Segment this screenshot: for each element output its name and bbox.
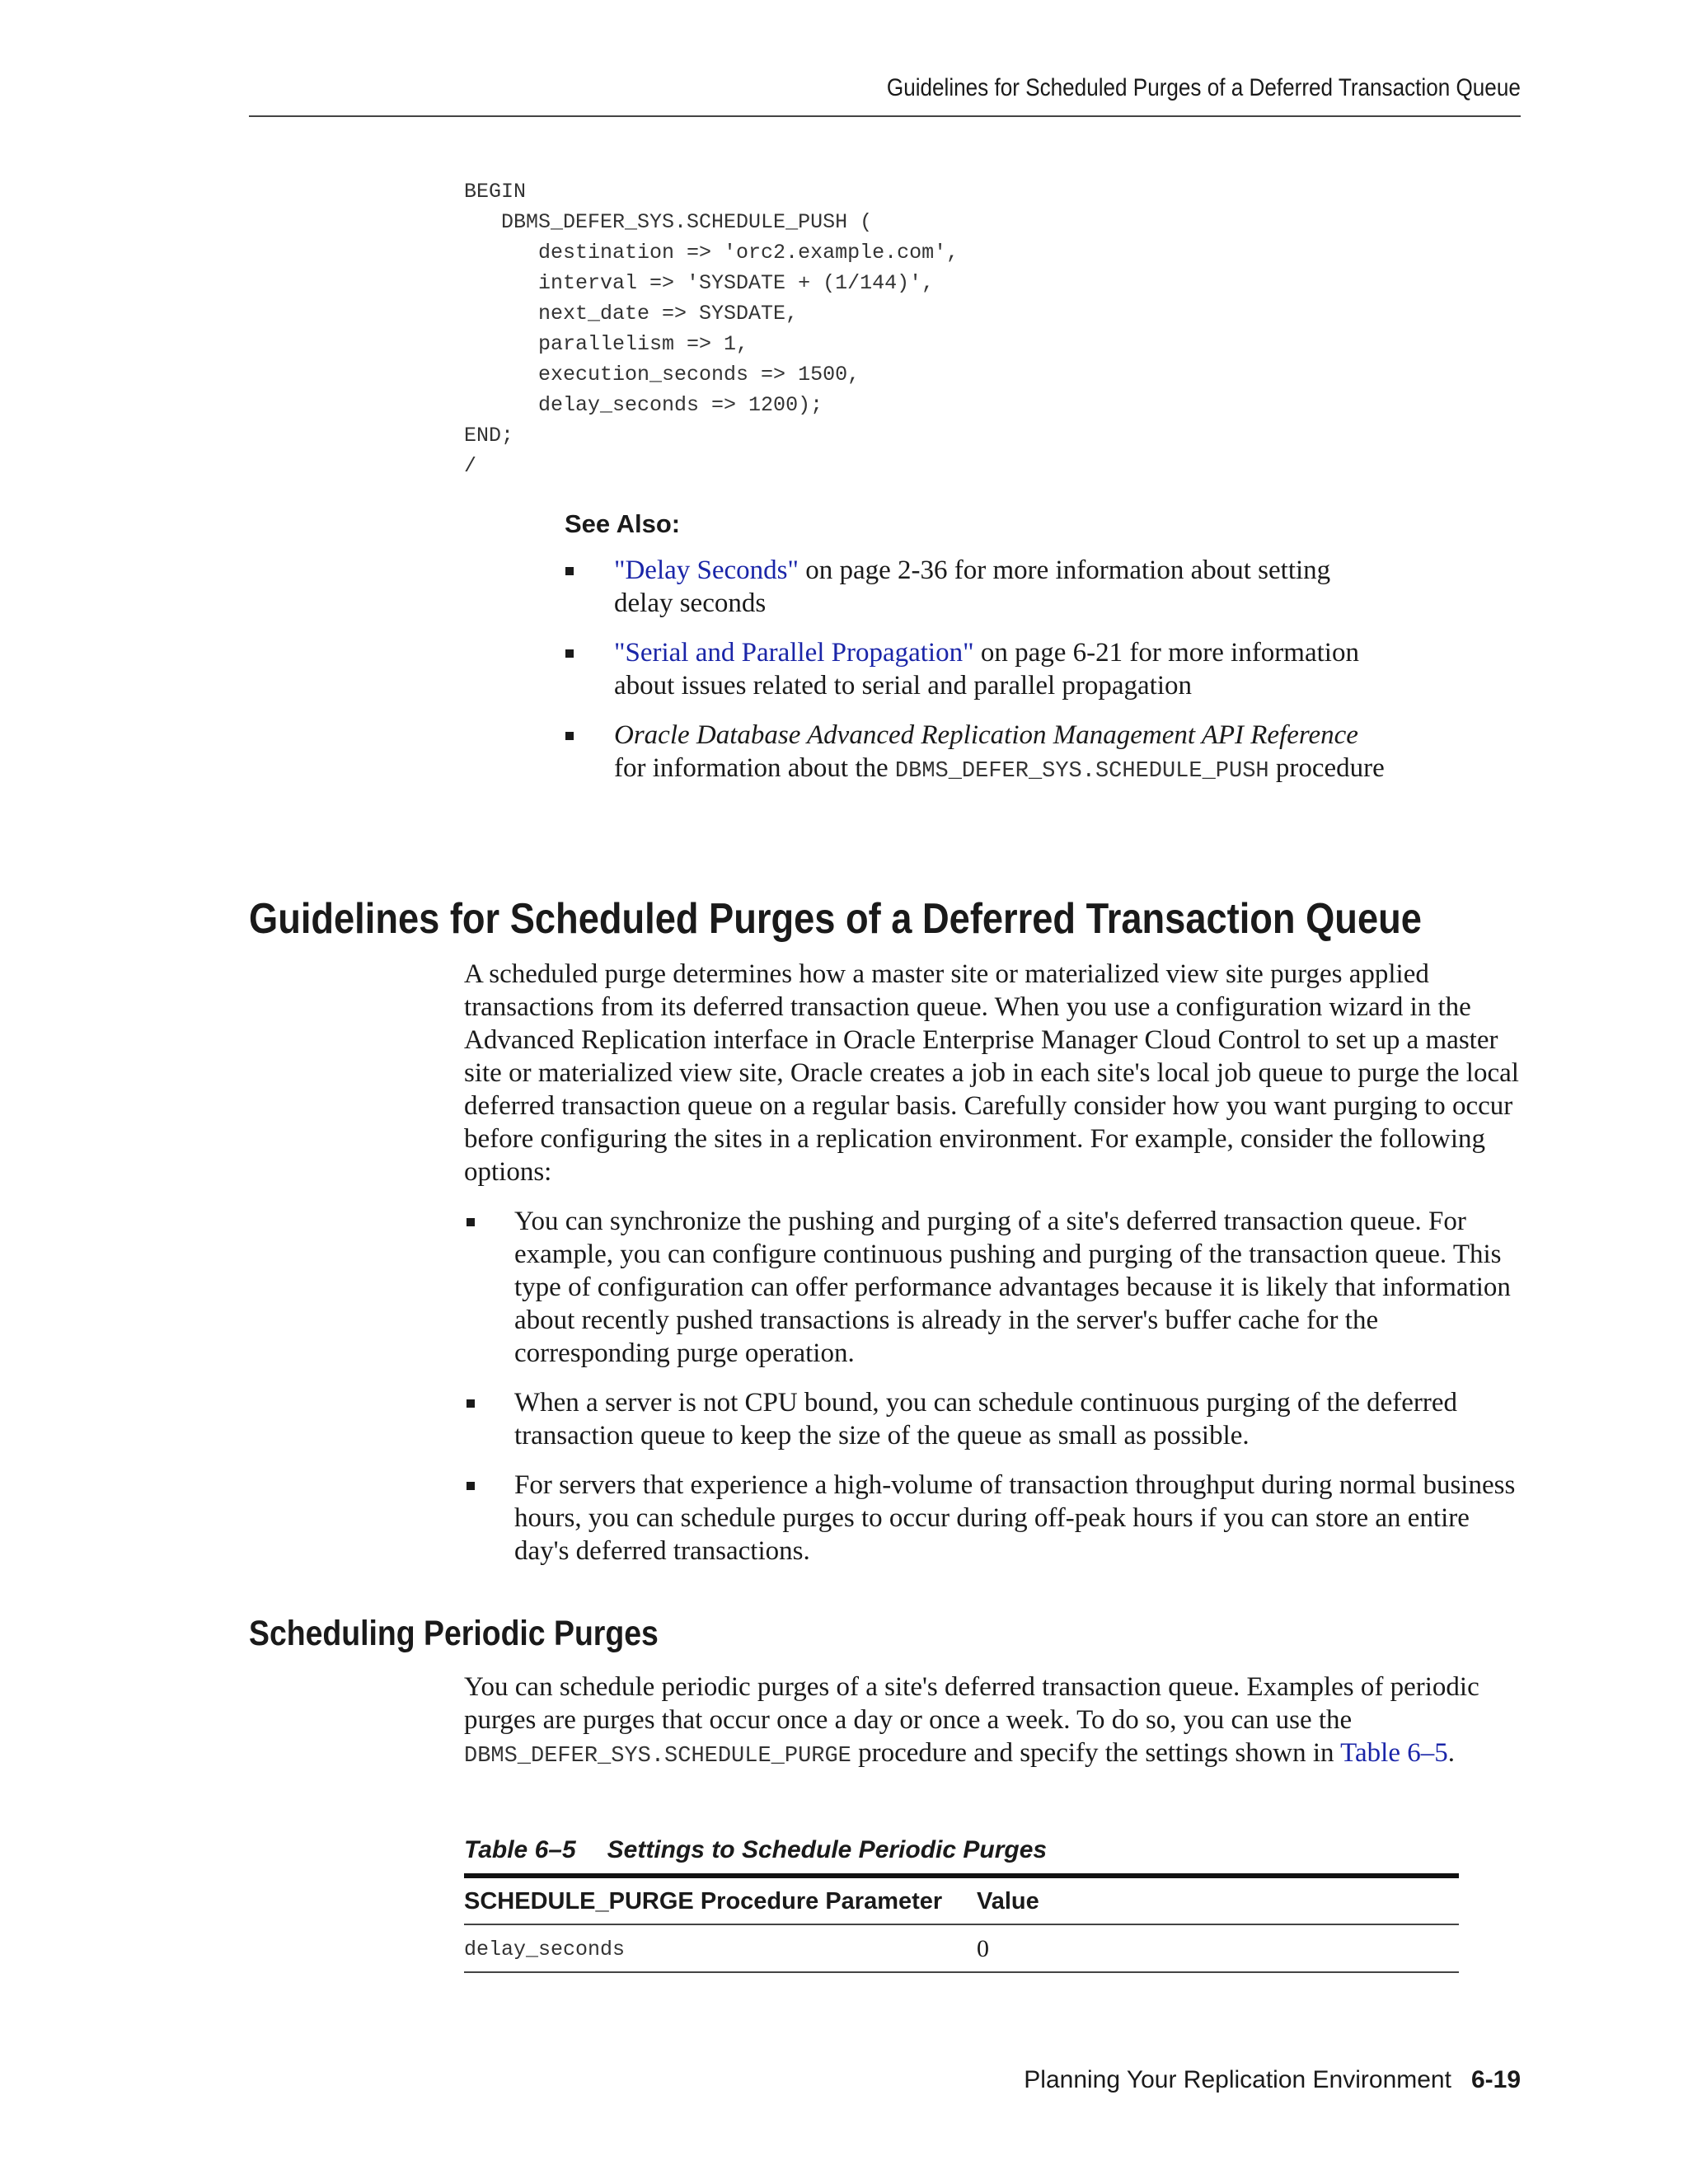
code-block xyxy=(464,176,959,481)
see-also-item xyxy=(565,636,1389,702)
paragraph-text: You can schedule periodic purges of a site's deferred transaction queue. Examples of periodic purges are purges that occur once a day or once a week. To do so, you can use the xyxy=(464,1672,1479,1735)
book-title: Oracle Database Advanced Replication Management API Reference xyxy=(614,720,1358,750)
option-text: For servers that experience a high-volume of transaction throughput during normal business hours, you can schedule purges to occur during off-peak hours if you can store an entire day's deferred transactions. xyxy=(514,1470,1516,1566)
inline-code: DBMS_DEFER_SYS.SCHEDULE_PURGE xyxy=(464,1744,851,1769)
square-bullet-icon xyxy=(565,567,574,575)
code-line: END; xyxy=(464,424,514,448)
column-header-value: Value xyxy=(977,1876,1459,1924)
option-text: When a server is not CPU bound, you can schedule continuous purging of the deferred transaction queue to keep the size of the queue as small as possible. xyxy=(514,1388,1458,1451)
table-caption-label: Table 6–5 xyxy=(464,1836,576,1863)
table-cell-parameter: delay_seconds xyxy=(464,1924,977,1972)
code-line: next_date => SYSDATE, xyxy=(464,302,799,326)
page-number: 6-19 xyxy=(1470,2066,1521,2093)
code-line: BEGIN xyxy=(464,180,527,204)
subsection-title: Scheduling Periodic Purges xyxy=(249,1614,659,1653)
subsection-paragraph xyxy=(464,1671,1527,1773)
paragraph-text: procedure and specify the settings shown in xyxy=(851,1738,1341,1768)
see-also-item xyxy=(565,554,1389,620)
square-bullet-icon xyxy=(467,1218,475,1226)
see-also-box xyxy=(565,509,1389,804)
code-line: interval => 'SYSDATE + (1/144)', xyxy=(464,271,935,295)
see-also-item xyxy=(565,719,1389,788)
header-rule xyxy=(249,115,1521,117)
code-line: DBMS_DEFER_SYS.SCHEDULE_PUSH ( xyxy=(464,210,873,234)
see-also-heading: See Also: xyxy=(565,509,681,538)
see-also-item-text: on page 2-36 for more information about setting delay seconds xyxy=(614,555,1331,618)
section-body xyxy=(464,958,1527,1584)
code-line: delay_seconds => 1200); xyxy=(464,393,823,417)
square-bullet-icon xyxy=(467,1482,475,1490)
table-header-row xyxy=(464,1876,1459,1924)
option-item xyxy=(464,1205,1527,1370)
subsection-body xyxy=(464,1671,1527,1773)
running-header: Guidelines for Scheduled Purges of a Deferred Transaction Queue xyxy=(887,74,1521,101)
see-also-item-text: procedure xyxy=(1268,753,1385,783)
square-bullet-icon xyxy=(565,649,574,658)
option-item xyxy=(464,1386,1527,1452)
option-item xyxy=(464,1469,1527,1568)
table-caption xyxy=(464,1836,1047,1864)
table-cell-value: 0 xyxy=(977,1924,1459,1972)
code-line: parallelism => 1, xyxy=(464,332,749,356)
code-line: destination => 'orc2.example.com', xyxy=(464,241,959,265)
square-bullet-icon xyxy=(467,1399,475,1408)
delay-seconds-link[interactable]: "Delay Seconds" xyxy=(614,555,799,585)
see-also-list xyxy=(565,554,1389,788)
code-line: execution_seconds => 1500, xyxy=(464,363,860,387)
see-also-item-text: on page 6-21 for more information about issues related to serial and parallel propagation xyxy=(614,638,1359,701)
see-also-item-text: for information about the xyxy=(614,753,895,783)
intro-paragraph: A scheduled purge determines how a master site or materialized view site purges applied transactions from its deferred transaction queue. When you use a configuration wizard in the Advanced Replication interface in Oracle Enterprise Manager Cloud Control to set up a master site or materialized view site, Oracle creates a job in each site's local job queue to purge the local deferred transaction queue on a regular basis. Carefully consider how you want purging to occur before configuring the sites in a replication environment. For example, consider the following options: xyxy=(464,959,1519,1187)
table-row xyxy=(464,1924,1459,1972)
inline-code: DBMS_DEFER_SYS.SCHEDULE_PUSH xyxy=(894,759,1269,784)
section-title: Guidelines for Scheduled Purges of a Deferred Transaction Queue xyxy=(249,895,1422,943)
table-caption-title: Settings to Schedule Periodic Purges xyxy=(607,1836,1048,1863)
paragraph-period: . xyxy=(1447,1738,1455,1768)
page-footer xyxy=(1024,2066,1521,2094)
column-header-parameter: SCHEDULE_PURGE Procedure Parameter xyxy=(464,1876,977,1924)
serial-parallel-propagation-link[interactable]: "Serial and Parallel Propagation" xyxy=(614,638,974,668)
settings-table xyxy=(464,1873,1459,1973)
option-text: You can synchronize the pushing and purging of a site's deferred transaction queue. For example, you can configure continuous pushing and purging of the transaction queue. This type of configuration can offer performance advantages because it is likely that information about recently pushed transactions is already in the server's buffer cache for the corresponding purge operation. xyxy=(514,1207,1511,1368)
options-list xyxy=(464,1205,1527,1568)
code-line: / xyxy=(464,454,477,478)
table-6-5-link[interactable]: Table 6–5 xyxy=(1340,1738,1448,1768)
square-bullet-icon xyxy=(565,732,574,740)
footer-chapter-title: Planning Your Replication Environment xyxy=(1024,2066,1451,2093)
